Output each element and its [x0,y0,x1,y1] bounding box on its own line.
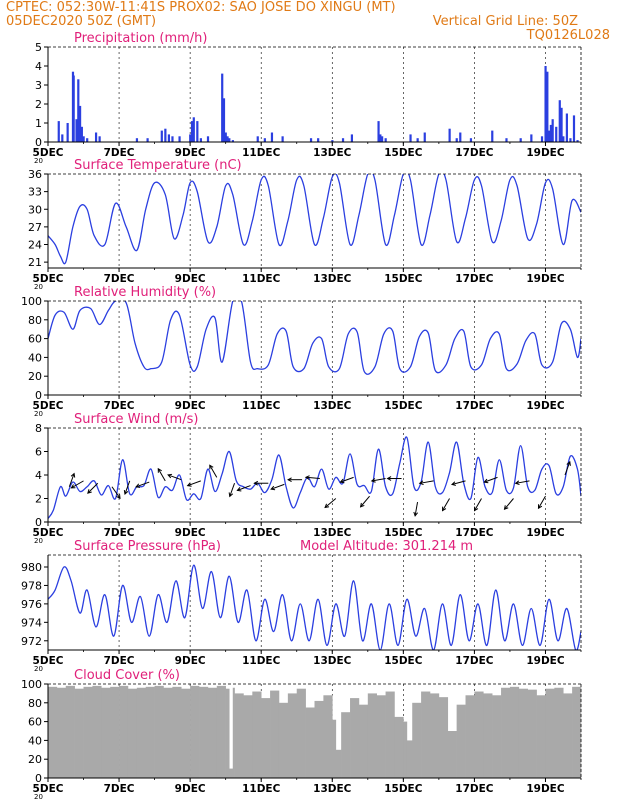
y-tick-label: 972 [21,634,42,648]
x-tick-label: 9DEC [174,783,206,795]
x-tick-label: 5DEC [32,147,64,159]
rh-title: Relative Humidity (%) [74,285,217,300]
cloud-bar [528,690,537,778]
panel-temp [28,158,581,291]
y-tick-label: 36 [28,168,42,181]
wind-arrow [443,499,450,511]
precip-bar [86,138,88,142]
y-tick-label: 974 [21,616,42,630]
cloud-bar [407,740,413,778]
precip-bar [136,138,138,142]
precip-bar [552,119,554,142]
cloud-bar [545,689,554,778]
y-tick-label: 978 [21,579,42,593]
precip-bar [178,136,180,142]
precip-bar [207,136,209,142]
precip-bar [161,131,163,142]
precip-bar [168,134,170,142]
pres-series-line [48,565,581,650]
wind-arrow [420,481,434,485]
cloud-bar [229,769,233,778]
cloud-bar [233,688,235,778]
cloud-bar [101,688,110,778]
y-tick-label: 24 [28,238,42,252]
cloud-bar [368,693,377,778]
cloud-title: Cloud Cover (%) [74,668,180,683]
panel-cloud [21,668,581,800]
x-tick-label: 9DEC [174,655,206,667]
precip-bar [541,136,543,142]
x-tick-label: 19DEC [526,527,565,539]
y-tick-label: 4 [35,469,42,482]
precip-bar [164,129,166,142]
year-fragment: 20 [34,410,43,418]
y-tick-label: 0 [35,516,42,529]
pres-title: Surface Pressure (hPa) [74,539,221,554]
y-tick-label: 3 [35,79,42,92]
y-tick-label: 5 [35,41,42,54]
panel-pres [21,539,581,673]
cloud-bar [146,687,155,778]
cloud-bar [306,708,315,779]
x-tick-label: 15DEC [384,783,423,795]
cloud-bar [394,717,403,778]
cloud-bar [57,688,66,778]
cloud-bar [377,695,386,778]
year-fragment: 20 [34,157,43,165]
y-tick-label: 4 [35,60,42,73]
panel-rh [21,285,581,418]
cloud-bar [492,695,501,778]
year-fragment: 20 [34,665,43,673]
y-tick-label: 20 [28,370,42,384]
precip-bar [555,127,557,142]
year-fragment: 20 [34,793,43,800]
cloud-bar [190,686,199,778]
x-tick-label: 5DEC [32,783,64,795]
precip-bar [385,138,387,142]
wind-arrow-shaft [504,499,513,510]
wind-arrow [475,499,482,511]
wind-arrow [372,478,386,482]
y-tick-label: 21 [28,256,42,270]
precip-bar [573,115,575,142]
x-tick-label: 9DEC [174,400,206,412]
wind-arrow [69,474,74,487]
cloud-bar [537,695,546,778]
x-tick-label: 11DEC [242,783,281,795]
y-tick-label: 0 [35,389,42,402]
cloud-bar [563,693,572,778]
cloud-bar [510,687,519,778]
wind-arrow [388,477,402,481]
precip-bar [58,121,60,142]
cloud-bar [430,693,439,778]
y-tick-label: 80 [28,696,42,710]
x-tick-label: 5DEC [32,273,64,285]
cloud-bar [572,687,581,778]
x-tick-label: 17DEC [455,527,494,539]
wind-arrow [158,469,165,481]
precip-bar [257,136,259,142]
precip-bar [310,138,312,142]
cloud-bar [336,750,342,778]
y-tick-label: 60 [28,332,42,346]
x-tick-label: 9DEC [174,527,206,539]
station-title: CPTEC: 052:30W-11:41S PROX02: SAO JOSE DO XINGU (MT) [6,0,396,15]
model-id: TQ0126L028 [526,28,610,43]
precip-bar [61,134,63,142]
cloud-bar [119,686,128,778]
cloud-bar [92,686,101,778]
cloud-bar [297,689,306,778]
x-tick-label: 19DEC [526,400,565,412]
y-tick-label: 1 [35,117,42,130]
cloud-bar [235,693,244,778]
y-tick-label: 2 [35,98,42,111]
cloud-bar [137,688,146,778]
precip-bar [200,138,202,142]
cloud-bar [252,692,261,778]
wind-arrow [340,477,353,482]
cloud-bar [66,686,75,778]
precip-bar [409,134,411,142]
precip-bar [264,138,266,142]
x-tick-label: 15DEC [384,147,423,159]
panel-wind [33,412,581,545]
y-tick-label: 40 [28,351,42,365]
precip-bar [456,138,458,142]
cloud-bar [439,697,448,778]
wind-arrow [414,502,418,516]
cloud-bar [199,687,208,778]
x-tick-label: 7DEC [103,783,135,795]
x-tick-label: 15DEC [384,400,423,412]
precip-bar [566,114,568,143]
x-tick-label: 13DEC [313,400,352,412]
precip-bar [95,133,97,143]
cloud-bar [466,695,475,778]
precip-title: Precipitation (mm/h) [74,31,208,46]
y-tick-label: 8 [35,422,42,435]
x-tick-label: 7DEC [103,655,135,667]
cloud-bar [163,688,172,778]
cloud-bar [448,731,457,778]
x-tick-label: 9DEC [174,273,206,285]
wind-arrow [504,499,513,510]
cloud-bar [341,712,350,778]
precip-bar [83,136,85,142]
precip-bar [317,138,319,142]
cloud-bar [226,689,230,778]
cloud-bar [519,689,528,778]
x-tick-label: 19DEC [526,147,565,159]
precip-bar [562,136,564,142]
precip-bar [520,138,522,142]
precip-bar [424,133,426,143]
x-tick-label: 17DEC [455,655,494,667]
y-tick-label: 6 [35,445,42,459]
y-tick-label: 0 [35,772,42,785]
cloud-bar [243,695,252,778]
cloud-bar [412,703,421,778]
x-tick-label: 15DEC [384,273,423,285]
x-tick-label: 17DEC [455,783,494,795]
cloud-bar [270,691,279,778]
x-tick-label: 11DEC [242,400,281,412]
x-tick-label: 7DEC [103,273,135,285]
x-tick-label: 13DEC [313,783,352,795]
precip-bar [569,138,571,142]
x-tick-label: 13DEC [313,273,352,285]
y-tick-label: 60 [28,715,42,729]
precip-bar [228,138,230,142]
cloud-bar [457,705,466,778]
wind-arrow-shaft [325,499,336,508]
x-tick-label: 11DEC [242,655,281,667]
cloud-bar [332,720,336,778]
cloud-bar [403,722,407,778]
x-tick-label: 5DEC [32,400,64,412]
precip-bar [271,133,273,143]
y-tick-label: 27 [28,220,42,234]
temp-series-line [48,170,581,264]
wind-arrow [565,462,570,475]
year-fragment: 20 [34,537,43,545]
x-tick-label: 11DEC [242,527,281,539]
x-tick-label: 15DEC [384,655,423,667]
x-tick-label: 13DEC [313,655,352,667]
pres-annotation: Model Altitude: 301.214 m [300,539,474,554]
x-tick-label: 17DEC [455,147,494,159]
precip-bar [196,121,198,142]
x-tick-label: 19DEC [526,783,565,795]
precip-bar [282,136,284,142]
precip-bar [381,136,383,142]
year-fragment: 20 [34,283,43,291]
cloud-bar [128,689,137,778]
cloud-bar [323,695,332,778]
y-tick-label: 100 [21,678,42,691]
y-tick-label: 40 [28,734,42,748]
y-tick-label: 100 [21,295,42,308]
y-tick-label: 20 [28,753,42,767]
x-tick-label: 15DEC [384,527,423,539]
cloud-bar [181,689,190,778]
wind-arrow [229,483,234,496]
x-tick-label: 17DEC [455,273,494,285]
precip-bar [505,138,507,142]
x-tick-label: 19DEC [526,655,565,667]
wind-arrow [361,496,370,507]
cloud-bar [110,687,119,778]
precip-bar [530,134,532,142]
cloud-bar [474,692,483,778]
panel-precip [33,31,581,165]
y-tick-label: 80 [28,313,42,327]
x-tick-label: 5DEC [32,655,64,667]
precip-bar [470,138,472,142]
precip-bar [146,138,148,142]
y-tick-label: 0 [35,136,42,149]
precip-bar [67,123,69,142]
x-tick-label: 19DEC [526,273,565,285]
y-tick-label: 33 [28,185,42,199]
x-tick-label: 7DEC [103,527,135,539]
cloud-bar [261,698,270,778]
cloud-bar [501,688,510,778]
temp-title: Surface Temperature (nC) [74,158,242,173]
wind-arrow-shaft [361,496,370,507]
cloud-bar [172,687,181,778]
y-tick-label: 980 [21,560,42,574]
cloud-bar [386,692,395,778]
x-tick-label: 7DEC [103,147,135,159]
cloud-bar [350,698,359,778]
x-tick-label: 11DEC [242,273,281,285]
precip-bar [491,131,493,142]
wind-arrow [188,481,201,486]
precip-bar [351,134,353,142]
x-tick-label: 17DEC [455,400,494,412]
precip-bar [459,133,461,143]
precip-bar [193,117,195,142]
x-tick-label: 5DEC [32,527,64,539]
precip-bar [99,136,101,142]
cloud-bar [483,693,492,778]
y-tick-label: 2 [35,492,42,506]
x-tick-label: 7DEC [103,400,135,412]
x-tick-label: 13DEC [313,527,352,539]
cloud-bar [84,687,93,778]
wind-arrow [325,499,336,508]
cloud-bar [208,688,217,778]
precip-bar [417,138,419,142]
precip-bar [73,76,75,143]
wind-title: Surface Wind (m/s) [74,412,199,427]
wind-arrow [271,484,284,489]
y-tick-label: 30 [28,203,42,217]
x-tick-label: 9DEC [174,147,206,159]
init-time: 05DEC2020 50Z (GMT) [6,14,157,29]
cloud-bar [315,701,324,778]
cloud-bar [48,687,57,778]
cloud-bar [75,689,84,778]
precip-bar [171,136,173,142]
cloud-bar [279,703,288,778]
cloud-bar [554,688,563,778]
cloud-bar [155,686,164,778]
precip-bar [449,129,451,142]
wind-arrow [538,496,545,508]
y-tick-label: 976 [21,597,42,611]
rh-series-line [48,294,581,374]
precip-bar [342,138,344,142]
cloud-bar [288,693,297,778]
x-tick-label: 11DEC [242,147,281,159]
grid-line-note: Vertical Grid Line: 50Z [432,14,578,29]
cloud-bar [421,692,430,778]
cloud-bar [359,705,368,778]
x-tick-label: 13DEC [313,147,352,159]
wind-arrow [288,478,302,482]
cloud-bar [217,686,226,778]
